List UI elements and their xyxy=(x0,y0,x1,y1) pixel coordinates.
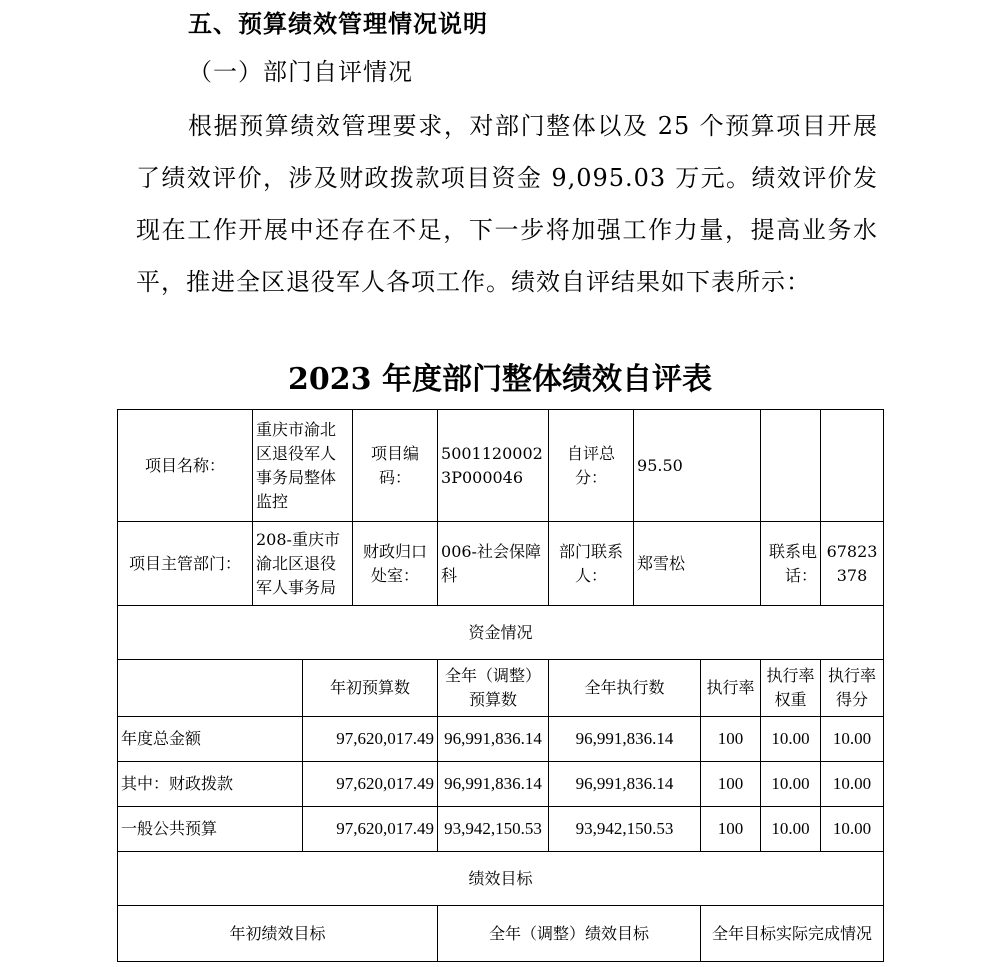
empty-cell xyxy=(821,410,884,522)
funds-cell-initial: 97,620,017.49 xyxy=(303,762,438,807)
phone-label: 联系电话： xyxy=(761,522,821,606)
perf-header-actual: 全年目标实际完成情况 xyxy=(701,906,884,962)
department-row xyxy=(118,522,884,606)
funds-cell-executed: 93,942,150.53 xyxy=(549,807,701,852)
funds-cell-initial: 97,620,017.49 xyxy=(303,717,438,762)
funds-header-row xyxy=(118,660,884,717)
funds-cell-adjusted: 96,991,836.14 xyxy=(438,762,549,807)
funds-cell-score: 10.00 xyxy=(821,807,884,852)
funds-row-label: 一般公共预算 xyxy=(118,807,303,852)
funds-header-initial: 年初预算数 xyxy=(303,660,438,717)
funds-title-row xyxy=(118,606,884,660)
funds-cell-weight: 10.00 xyxy=(761,717,821,762)
funds-row-label: 其中：财政拨款 xyxy=(118,762,303,807)
funds-row-fiscal xyxy=(118,762,884,807)
score-label: 自评总分： xyxy=(549,410,634,522)
funds-cell-score: 10.00 xyxy=(821,762,884,807)
project-name-value: 重庆市渝北区退役军人事务局整体监控 xyxy=(253,410,353,522)
funds-cell-rate: 100 xyxy=(701,717,761,762)
perf-header-initial: 年初绩效目标 xyxy=(118,906,438,962)
finance-value: 006-社会保障科 xyxy=(438,522,549,606)
funds-cell-rate: 100 xyxy=(701,762,761,807)
perf-title-row xyxy=(118,852,884,906)
finance-label: 财政归口处室： xyxy=(353,522,438,606)
funds-header-blank xyxy=(118,660,303,717)
funds-cell-executed: 96,991,836.14 xyxy=(549,762,701,807)
performance-table xyxy=(117,409,884,962)
contact-label: 部门联系人： xyxy=(549,522,634,606)
funds-header-weight: 执行率权重 xyxy=(761,660,821,717)
sub-heading: （一）部门自评情况 xyxy=(188,58,413,86)
funds-header-rate: 执行率 xyxy=(701,660,761,717)
funds-cell-weight: 10.00 xyxy=(761,807,821,852)
empty-cell xyxy=(761,410,821,522)
perf-title: 绩效目标 xyxy=(118,852,884,906)
project-info-row xyxy=(118,410,884,522)
funds-cell-adjusted: 93,942,150.53 xyxy=(438,807,549,852)
dept-value: 208-重庆市渝北区退役军人事务局 xyxy=(253,522,353,606)
score-value: 95.50 xyxy=(634,410,761,522)
funds-row-label: 年度总金额 xyxy=(118,717,303,762)
table-title: 2023 年度部门整体绩效自评表 xyxy=(288,362,712,397)
funds-row-general xyxy=(118,807,884,852)
funds-cell-rate: 100 xyxy=(701,807,761,852)
phone-value: 67823378 xyxy=(821,522,884,606)
project-name-label: 项目名称： xyxy=(118,410,253,522)
funds-cell-score: 10.00 xyxy=(821,717,884,762)
dept-label: 项目主管部门： xyxy=(118,522,253,606)
funds-header-adjusted: 全年（调整）预算数 xyxy=(438,660,549,717)
perf-header-adjusted: 全年（调整）绩效目标 xyxy=(438,906,701,962)
project-code-value: 50011200023P000046 xyxy=(438,410,549,522)
funds-header-score: 执行率得分 xyxy=(821,660,884,717)
funds-cell-initial: 97,620,017.49 xyxy=(303,807,438,852)
funds-cell-adjusted: 96,991,836.14 xyxy=(438,717,549,762)
contact-value: 郑雪松 xyxy=(634,522,761,606)
perf-header-row xyxy=(118,906,884,962)
funds-cell-executed: 96,991,836.14 xyxy=(549,717,701,762)
section-heading: 五、预算绩效管理情况说明 xyxy=(188,10,488,38)
funds-header-executed: 全年执行数 xyxy=(549,660,701,717)
funds-title: 资金情况 xyxy=(118,606,884,660)
funds-cell-weight: 10.00 xyxy=(761,762,821,807)
funds-row-total xyxy=(118,717,884,762)
intro-paragraph: 根据预算绩效管理要求，对部门整体以及 25 个预算项目开展了绩效评价，涉及财政拨款项目资金 9,095.03 万元。绩效评价发现在工作开展中还存在不足，下一步将加强工作力量，提高业务水平，推进全区退役军人各项工作。绩效自评结果如下表所示： xyxy=(136,112,878,296)
project-code-label: 项目编码： xyxy=(353,410,438,522)
